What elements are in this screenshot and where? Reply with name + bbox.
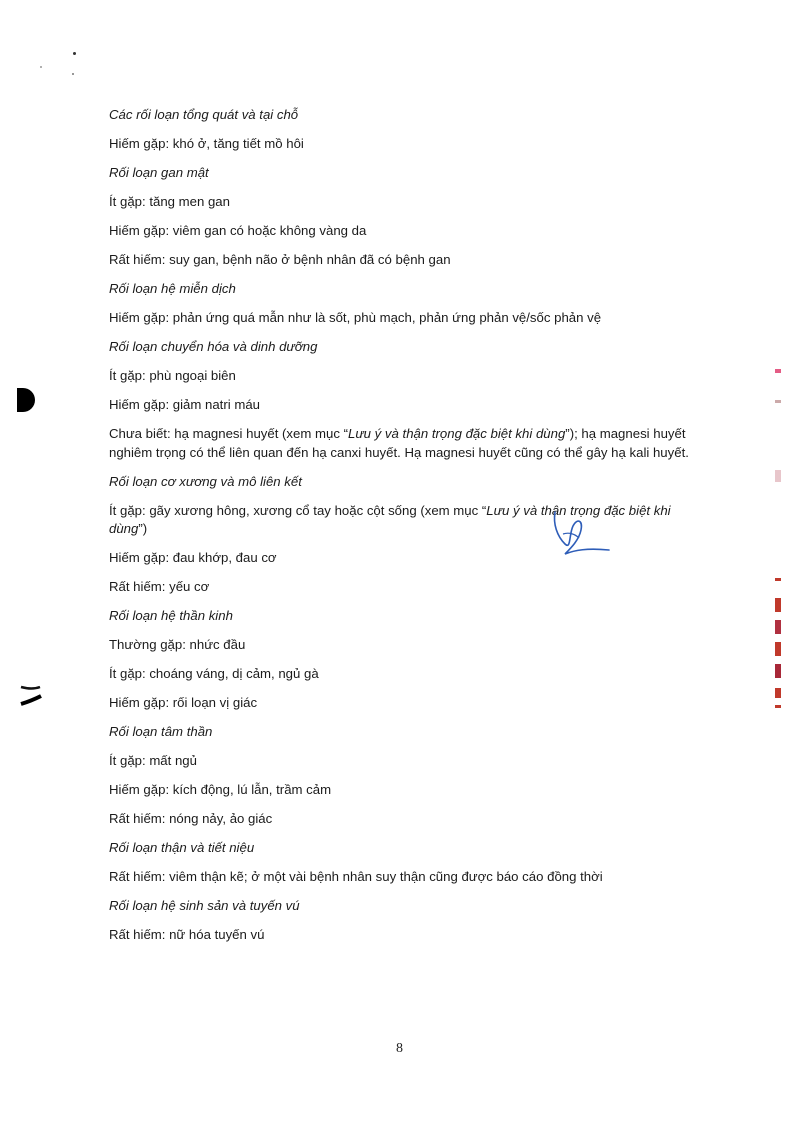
stamp-fragment bbox=[775, 664, 781, 678]
signature-mark bbox=[535, 504, 615, 564]
stamp-fragment bbox=[775, 688, 781, 698]
cross-reference: Lưu ý và thận trọng đặc biệt khi dùng bbox=[347, 426, 566, 441]
item-text: Ít gặp: gãy xương hông, xương cổ tay hoặc cột sống (xem mục “ bbox=[109, 502, 487, 518]
scan-dot bbox=[73, 52, 76, 55]
stamp-fragment bbox=[775, 369, 781, 373]
list-item: Hiếm gặp: giảm natri máu bbox=[109, 397, 260, 412]
list-item: Hiếm gặp: rối loạn vị giác bbox=[109, 695, 258, 710]
scan-dot bbox=[40, 66, 42, 68]
list-item: Ít gặp: choáng váng, dị cảm, ngủ gà bbox=[109, 666, 319, 681]
list-item: Rất hiếm: nóng nảy, ảo giác bbox=[109, 811, 273, 826]
stamp-fragment bbox=[775, 620, 781, 634]
section-heading: Rối loạn thận và tiết niệu bbox=[109, 840, 255, 855]
item-text: ”); hạ magnesi huyết nghiêm trọng có thể liên quan đến hạ canxi huyết. Hạ magnesi huyết cũng có thể gây hạ kali huyết. bbox=[109, 426, 689, 460]
section-heading: Các rối loạn tổng quát và tại chỗ bbox=[109, 107, 299, 122]
list-item: Rất hiếm: yếu cơ bbox=[109, 579, 210, 594]
punch-hole-mark bbox=[17, 388, 35, 412]
item-text: Chưa biết: hạ magnesi huyết (xem mục “ bbox=[109, 426, 348, 441]
list-item: Hiếm gặp: khó ở, tăng tiết mồ hôi bbox=[109, 136, 304, 151]
section-heading: Rối loạn hệ miễn dịch bbox=[109, 281, 236, 296]
list-item: Hiếm gặp: viêm gan có hoặc không vàng da bbox=[109, 223, 367, 238]
list-item: Rất hiếm: suy gan, bệnh não ở bệnh nhân đã có bệnh gan bbox=[109, 252, 451, 267]
section-heading: Rối loạn chuyển hóa và dinh dưỡng bbox=[109, 339, 318, 354]
item-text: ”) bbox=[138, 521, 148, 536]
section-heading: Rối loạn hệ sinh sản và tuyến vú bbox=[109, 898, 300, 913]
section-heading: Rối loạn tâm thần bbox=[109, 724, 213, 739]
section-heading: Rối loạn gan mật bbox=[109, 165, 209, 180]
list-item: Thường gặp: nhức đầu bbox=[109, 637, 246, 652]
list-item: Ít gặp: phù ngoại biên bbox=[109, 368, 236, 383]
list-item: Hiếm gặp: kích động, lú lẫn, trầm cảm bbox=[109, 782, 332, 797]
stamp-fragment bbox=[775, 470, 781, 482]
list-item bbox=[109, 425, 694, 462]
stamp-fragment bbox=[775, 578, 781, 581]
scan-dot bbox=[72, 73, 74, 75]
section-heading: Rối loạn cơ xương và mô liên kết bbox=[109, 473, 302, 489]
cross-reference: Lưu ý và thận trọng đặc biệt khi dùng bbox=[109, 502, 671, 536]
stamp-fragment bbox=[775, 598, 781, 612]
list-item: Hiếm gặp: phản ứng quá mẫn như là sốt, phù mạch, phản ứng phản vệ/sốc phản vệ bbox=[109, 310, 602, 325]
list-item: Ít gặp: tăng men gan bbox=[109, 194, 230, 209]
binding-mark bbox=[18, 682, 44, 710]
list-item: Ít gặp: mất ngủ bbox=[109, 753, 197, 768]
stamp-fragment bbox=[775, 400, 781, 403]
page-number: 8 bbox=[396, 1041, 403, 1056]
stamp-fragment bbox=[775, 642, 781, 656]
stamp-fragment bbox=[775, 705, 781, 708]
list-item: Hiếm gặp: đau khớp, đau cơ bbox=[109, 550, 277, 565]
list-item: Rất hiếm: nữ hóa tuyến vú bbox=[109, 927, 265, 942]
list-item: Rất hiếm: viêm thận kẽ; ở một vài bệnh nhân suy thận cũng được báo cáo đồng thời bbox=[109, 869, 603, 884]
section-heading: Rối loạn hệ thần kinh bbox=[109, 608, 233, 623]
